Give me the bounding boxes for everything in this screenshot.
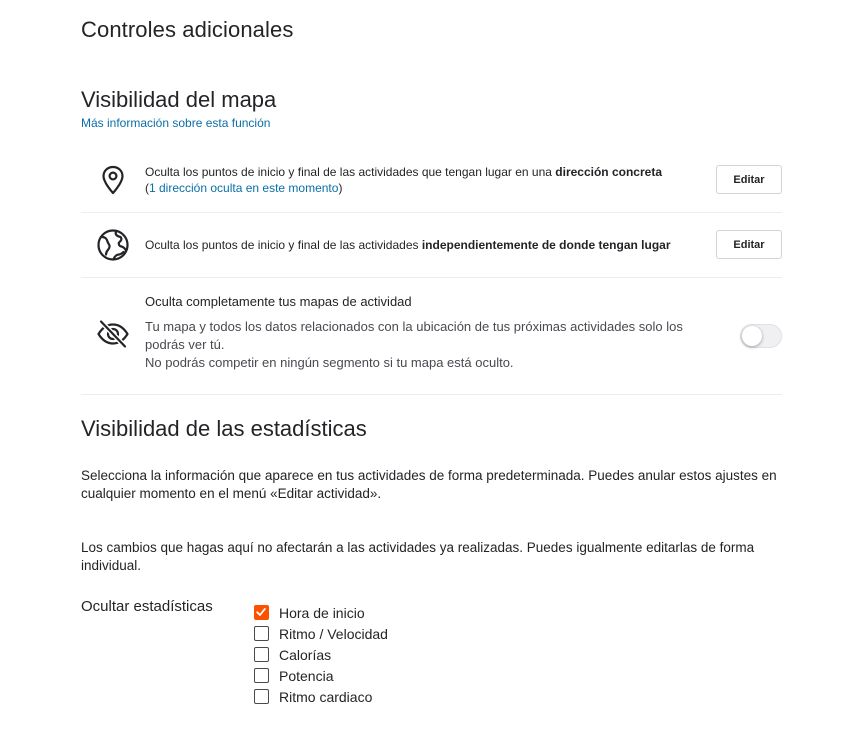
anywhere-bold: independientemente de donde tengan lugar bbox=[421, 238, 671, 252]
address-bold: dirección concreta bbox=[555, 165, 662, 179]
stat-option-start-time[interactable]: Hora de inicio bbox=[254, 602, 388, 623]
hide-address-text: Oculta los puntos de inicio y final de las actividades que tengan lugar en una dirección concreta (1 dirección oculta en este momento) bbox=[145, 165, 662, 195]
hide-map-row bbox=[81, 278, 782, 395]
hide-map-description: Tu mapa y todos los datos relacionados con la ubicación de tus próximas actividades solo los podrás ver tú. No podrás competir en ningún segmento si tu mapa está oculto. bbox=[145, 319, 683, 370]
globe-icon bbox=[95, 227, 131, 263]
check-icon bbox=[256, 607, 266, 617]
eye-slash-icon bbox=[95, 316, 131, 352]
stat-option-heart-rate[interactable]: Ritmo cardiaco bbox=[254, 686, 388, 707]
hide-stats-checklist bbox=[254, 602, 388, 707]
map-visibility-title: Visibilidad del mapa bbox=[81, 87, 277, 112]
stats-note: Los cambios que hagas aquí no afectarán a las actividades ya realizadas. Puedes igualmente editarlas de forma individual. bbox=[81, 540, 755, 573]
hide-map-title: Oculta completamente tus mapas de actividad bbox=[145, 294, 412, 309]
hide-anywhere-text: Oculta los puntos de inicio y final de las actividades independientemente de donde tengan lugar bbox=[145, 238, 671, 252]
checkbox[interactable] bbox=[254, 647, 269, 662]
edit-anywhere-button[interactable]: Editar bbox=[716, 230, 782, 259]
stat-option-pace-speed[interactable]: Ritmo / Velocidad bbox=[254, 623, 388, 644]
hide-anywhere-row bbox=[81, 213, 782, 278]
stats-description: Selecciona la información que aparece en tus actividades de forma predeterminada. Puedes anular estos ajustes en cualquier momento en el menú «Editar actividad». bbox=[81, 468, 777, 501]
more-info-link[interactable]: Más información sobre esta función bbox=[81, 116, 271, 130]
checkbox-checked[interactable] bbox=[254, 605, 269, 620]
hide-map-toggle[interactable] bbox=[740, 324, 782, 348]
page-title: Controles adicionales bbox=[81, 17, 294, 42]
checkbox[interactable] bbox=[254, 626, 269, 641]
checkbox[interactable] bbox=[254, 668, 269, 683]
edit-address-button[interactable]: Editar bbox=[716, 165, 782, 194]
checkbox[interactable] bbox=[254, 689, 269, 704]
stat-option-calories[interactable]: Calorías bbox=[254, 644, 388, 665]
stat-option-power[interactable]: Potencia bbox=[254, 665, 388, 686]
stats-visibility-title: Visibilidad de las estadísticas bbox=[81, 416, 367, 441]
hide-stats-label: Ocultar estadísticas bbox=[81, 598, 213, 615]
toggle-knob bbox=[742, 326, 762, 346]
hide-address-row bbox=[81, 148, 782, 213]
map-pin-icon bbox=[95, 162, 131, 198]
hidden-addresses-link[interactable]: 1 dirección oculta en este momento bbox=[149, 181, 339, 195]
